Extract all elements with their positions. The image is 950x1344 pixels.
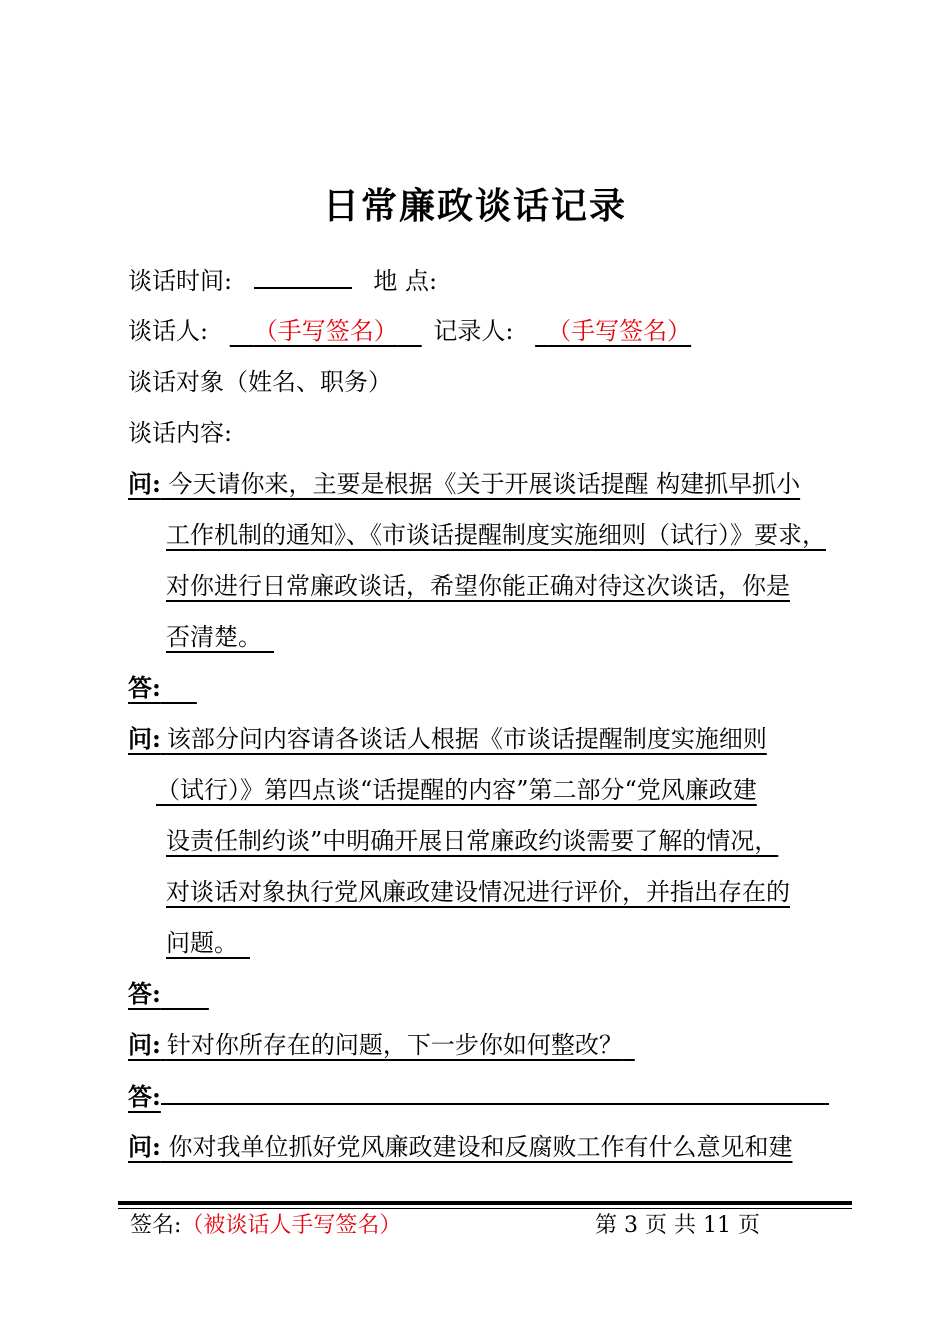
signature-value: （被谈话人手写签名）: [181, 1213, 402, 1238]
question-2-line-1: 问: 该部分问内容请各谈话人根据《市谈话提醒制度实施细则: [128, 724, 767, 753]
question-1-line-1: 问: 今天请你来，主要是根据《关于开展谈话提醒 构建抓早抓小: [128, 469, 801, 498]
time-blank: [254, 265, 352, 289]
question-2-line-3: 设责任制约谈”中明确开展日常廉政约谈需要了解的情况，: [166, 827, 779, 855]
talker-row: [128, 316, 691, 346]
footer-rule-thick: [118, 1201, 852, 1205]
question-1-line-3: 对你进行日常廉政谈话，希望你能正确对待这次谈话，你是: [166, 572, 790, 600]
question-4-line-1: 问: 你对我单位抓好党风廉政建设和反腐败工作有什么意见和建: [128, 1132, 793, 1161]
place-label: 地 点:: [373, 267, 438, 295]
recorder-label: 记录人:: [433, 317, 514, 345]
recorder-signature: （手写签名）: [547, 317, 692, 345]
question-2-line-2: （试行）》第四点谈“话提醒的内容”第二部分“党风廉政建: [156, 776, 757, 804]
signature-label: 签名:: [130, 1213, 182, 1238]
signature-field: [130, 1208, 401, 1239]
answer-2: 答:: [128, 979, 161, 1008]
question-1-line-4: 否清楚。: [166, 623, 262, 651]
answer-3: 答:: [128, 1081, 829, 1112]
talker-signature: （手写签名）: [253, 317, 398, 345]
time-place-row: [128, 265, 437, 296]
time-label: 谈话时间:: [128, 267, 233, 295]
page-title: 日常廉政谈话记录: [322, 185, 627, 227]
question-1-line-2: 工作机制的通知》、《市谈话提醒制度实施细则（试行）》要求，: [166, 521, 826, 549]
page-number: 第 3 页 共 11 页: [595, 1213, 760, 1238]
question-3: 问: 针对你所存在的问题，下一步你如何整改？: [128, 1030, 623, 1059]
answer-3-blank: [161, 1081, 829, 1105]
answer-1: 答:: [128, 673, 161, 702]
question-2-line-4: 对谈话对象执行党风廉政建设情况进行评价，并指出存在的: [166, 878, 790, 906]
talker-label: 谈话人:: [128, 317, 209, 345]
subject-label: 谈话对象（姓名、职务）: [128, 368, 392, 396]
content-label: 谈话内容:: [128, 419, 233, 447]
question-2-line-5: 问题。: [166, 929, 238, 957]
